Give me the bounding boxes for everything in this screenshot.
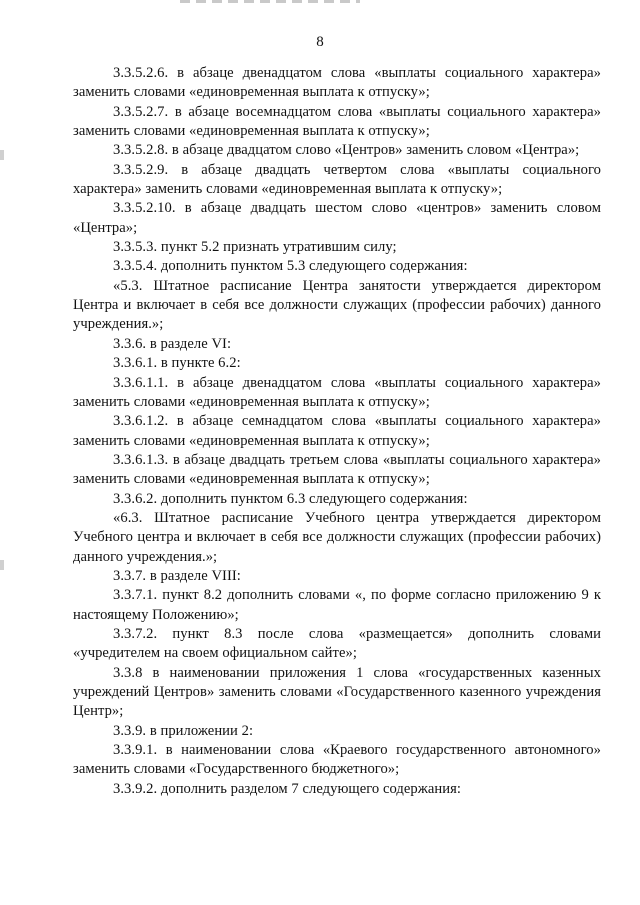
paragraph: 3.3.7.1. пункт 8.2 дополнить словами «, по форме согласно приложению 9 к настоящему Положению»; [73, 587, 601, 623]
quoted-paragraph: «6.3. Штатное расписание Учебного центра утверждается директором Учебного центра и включает в себя все должности служащих (профессии рабочих) данного учреждения.»; [73, 509, 601, 565]
paragraph: 3.3.5.2.8. в абзаце двадцатом слово «Центров» заменить словом «Центра»; [113, 142, 580, 159]
page-number: 8 [316, 34, 324, 50]
paragraph: 3.3.6.1. в пункте 6.2: [113, 355, 241, 372]
scan-artifact [0, 150, 4, 160]
paragraph: 3.3.6.1.2. в абзаце семнадцатом слова «выплаты социального характера» заменить словами «единовременная выплата к отпуску»; [73, 413, 601, 449]
scan-artifact [0, 560, 4, 570]
paragraph: 3.3.6.1.1. в абзаце двенадцатом слова «выплаты социального характера» заменить словами «единовременная выплата к отпуску»; [73, 374, 601, 410]
section-heading: 3.3.7. в разделе VIII: [113, 567, 241, 584]
paragraph: 3.3.5.2.9. в абзаце двадцать четвертом слова «выплаты социального характера» заменить словами «единовременная выплата к отпуску»; [73, 161, 601, 198]
scan-artifact [180, 0, 360, 3]
paragraph: 3.3.8 в наименовании приложения 1 слова «государственных казенных учреждений Центров» заменить словами «Государственного казенного учреждения Центр»; [73, 664, 601, 720]
paragraph: 3.3.6.2. дополнить пунктом 6.3 следующего содержания: [113, 490, 468, 507]
paragraph: 3.3.5.4. дополнить пунктом 5.3 следующего содержания: [113, 258, 468, 275]
paragraph: 3.3.9.1. в наименовании слова «Краевого государственного автономного» заменить словами «Государственного бюджетного»; [73, 742, 601, 778]
paragraph: 3.3.5.3. пункт 5.2 признать утратившим силу; [113, 239, 397, 256]
paragraph: 3.3.5.2.6. в абзаце двенадцатом слова «выплаты социального характера» заменить словами «единовременная выплата к отпуску»; [73, 65, 601, 101]
paragraph: 3.3.6.1.3. в абзаце двадцать третьем слова «выплаты социального характера» заменить словами «единовременная выплата к отпуску»; [73, 451, 601, 488]
paragraph: 3.3.7.2. пункт 8.3 после слова «размещается» дополнить словами «учредителем на своем официальном сайте»; [73, 625, 601, 662]
section-heading: 3.3.6. в разделе VI: [113, 335, 232, 352]
section-heading: 3.3.9. в приложении 2: [113, 722, 254, 739]
paragraph: 3.3.5.2.10. в абзаце двадцать шестом слово «центров» заменить словом «Центра»; [73, 200, 601, 236]
paragraph: 3.3.5.2.7. в абзаце восемнадцатом слова «выплаты социального характера» заменить словами «единовременная выплата к отпуску»; [73, 103, 601, 140]
paragraph: 3.3.9.2. дополнить разделом 7 следующего содержания: [113, 780, 462, 797]
document-body [73, 64, 601, 799]
quoted-paragraph: «5.3. Штатное расписание Центра занятости утверждается директором Центра и включает в себя все должности служащих (профессии рабочих) данного учреждения.»; [73, 277, 601, 333]
